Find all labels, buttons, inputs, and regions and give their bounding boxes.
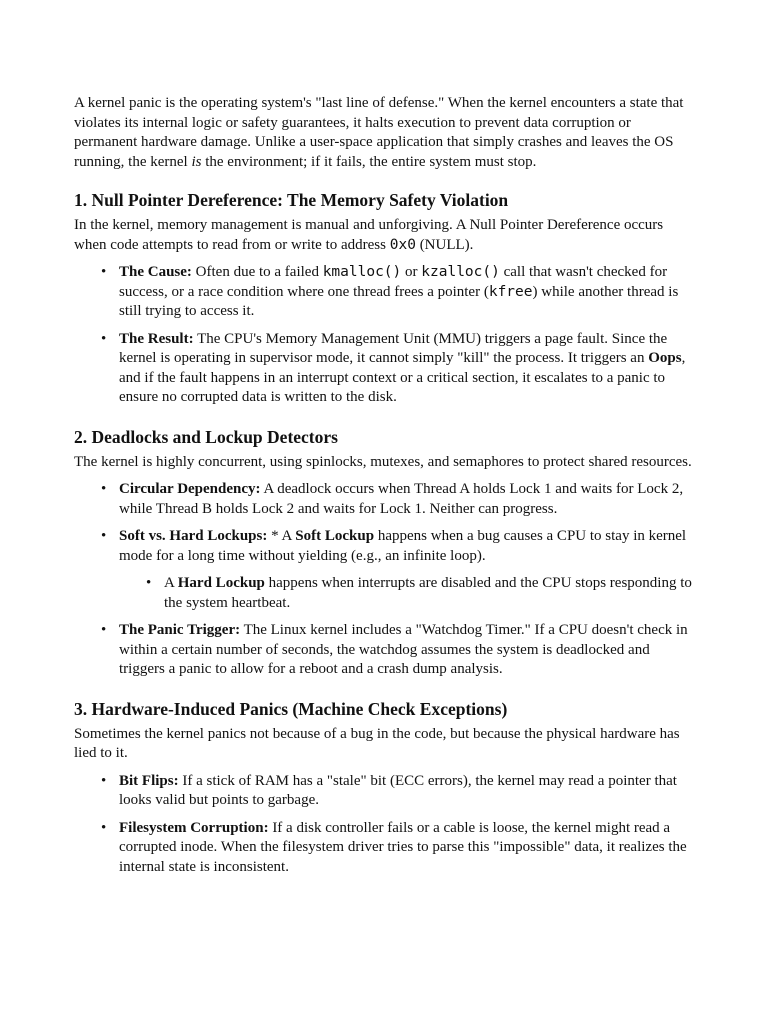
result-text-a: The CPU's Memory Management Unit (MMU) triggers a page fault. Since the kernel is operating in supervisor mode, it cannot simply "kill" the process. It triggers an	[119, 330, 668, 366]
list-item-panic-trigger	[119, 621, 694, 680]
section-2-intro: The kernel is highly concurrent, using spinlocks, mutexes, and semaphores to protect shared resources.	[74, 453, 692, 470]
lockups-text-b: happens when a bug causes a CPU to stay in kernel mode for a long time without yielding (e.g., an infinite loop).	[119, 528, 687, 564]
kfree-code: kfree	[488, 283, 533, 300]
intro-emphasis: is	[191, 153, 202, 170]
oops-term: Oops	[648, 350, 682, 366]
circular-text: A deadlock occurs when Thread A holds Lock 1 and waits for Lock 2, while Thread B holds Lock 2 and waits for Lock 1. Neither can progress.	[119, 481, 684, 517]
section-1-intro-tail: (NULL).	[415, 236, 474, 253]
list-item-hard-lockup	[164, 574, 694, 613]
list-item-lockups	[119, 527, 694, 613]
result-text-b: , and if the fault happens in an interrupt context or a critical section, it escalates to a panic to ensure no corrupted data is written to the disk.	[119, 350, 686, 405]
section-1-intro-text: In the kernel, memory management is manual and unforgiving. A Null Pointer Dereference occurs when code attempts to read from or write to address	[74, 217, 664, 253]
filesystem-text: If a disk controller fails or a cable is loose, the kernel might read a corrupted inode. When the filesystem driver tries to parse this "impossible" data, it realizes the internal state is inconsistent.	[119, 819, 687, 875]
section-2-list	[74, 480, 694, 680]
intro-paragraph	[74, 94, 694, 172]
section-1-intro	[74, 216, 694, 255]
list-item-result	[119, 330, 694, 408]
trigger-label: The Panic Trigger:	[119, 622, 241, 638]
cause-text-c: call that wasn't checked for success, or a race condition where one thread frees a pointer (	[119, 264, 668, 300]
null-address-code: 0x0	[389, 236, 416, 253]
kmalloc-code: kmalloc()	[322, 264, 402, 280]
trigger-text: The Linux kernel includes a "Watchdog Timer." If a CPU doesn't check in within a certain number of seconds, the watchdog assumes the system is deadlocked and triggers a panic to allow for a reboot and a crash dump analysis.	[119, 622, 688, 677]
list-item-bit-flips	[119, 772, 694, 811]
intro-text-1: A kernel panic is the operating system's "last line of defense." When the kernel encounters a state that violates its internal logic or safety guarantees, it halts execution to prevent data corruption or permanent hardware damage. Unlike a user-space application that simply crashes and leaves the OS running, the kernel	[74, 95, 684, 170]
lockups-text-a: * A	[267, 528, 296, 544]
section-3-intro: Sometimes the kernel panics not because of a bug in the code, but because the physical hardware has lied to it.	[74, 725, 680, 761]
section-2-heading: 2. Deadlocks and Lockup Detectors	[74, 426, 338, 447]
list-item-filesystem-corruption	[119, 819, 694, 878]
filesystem-label: Filesystem Corruption:	[119, 819, 269, 836]
kzalloc-code: kzalloc()	[421, 264, 500, 280]
hard-lockup-term: Hard Lockup	[177, 575, 265, 591]
cause-label: The Cause:	[119, 264, 192, 280]
lockups-sublist	[119, 574, 694, 613]
cause-text-b: or	[401, 264, 422, 280]
bit-flips-label: Bit Flips:	[119, 772, 179, 789]
bit-flips-text: If a stick of RAM has a "stale" bit (ECC errors), the kernel may read a pointer that looks valid but points to garbage.	[119, 772, 677, 808]
hard-lockup-prefix: A	[164, 575, 178, 591]
section-1-heading: 1. Null Pointer Dereference: The Memory Safety Violation	[74, 190, 509, 210]
section-1-list	[74, 263, 694, 408]
list-item-circular-dependency	[119, 480, 694, 519]
lockups-label: Soft vs. Hard Lockups:	[119, 528, 268, 544]
cause-text-a: Often due to a failed	[191, 264, 323, 280]
intro-text-2: the environment; if it fails, the entire system must stop.	[201, 153, 537, 170]
list-item-cause	[119, 263, 694, 322]
result-label: The Result:	[119, 330, 194, 347]
section-3-list	[74, 772, 694, 878]
soft-lockup-term: Soft Lockup	[295, 528, 375, 544]
cause-text-d: ) while another thread is still trying to access it.	[119, 283, 679, 319]
hard-lockup-text: happens when interrupts are disabled and the CPU stops responding to the system heartbeat.	[164, 575, 692, 611]
circular-label: Circular Dependency:	[119, 481, 261, 497]
section-3-heading: 3. Hardware-Induced Panics (Machine Check Exceptions)	[74, 698, 508, 719]
